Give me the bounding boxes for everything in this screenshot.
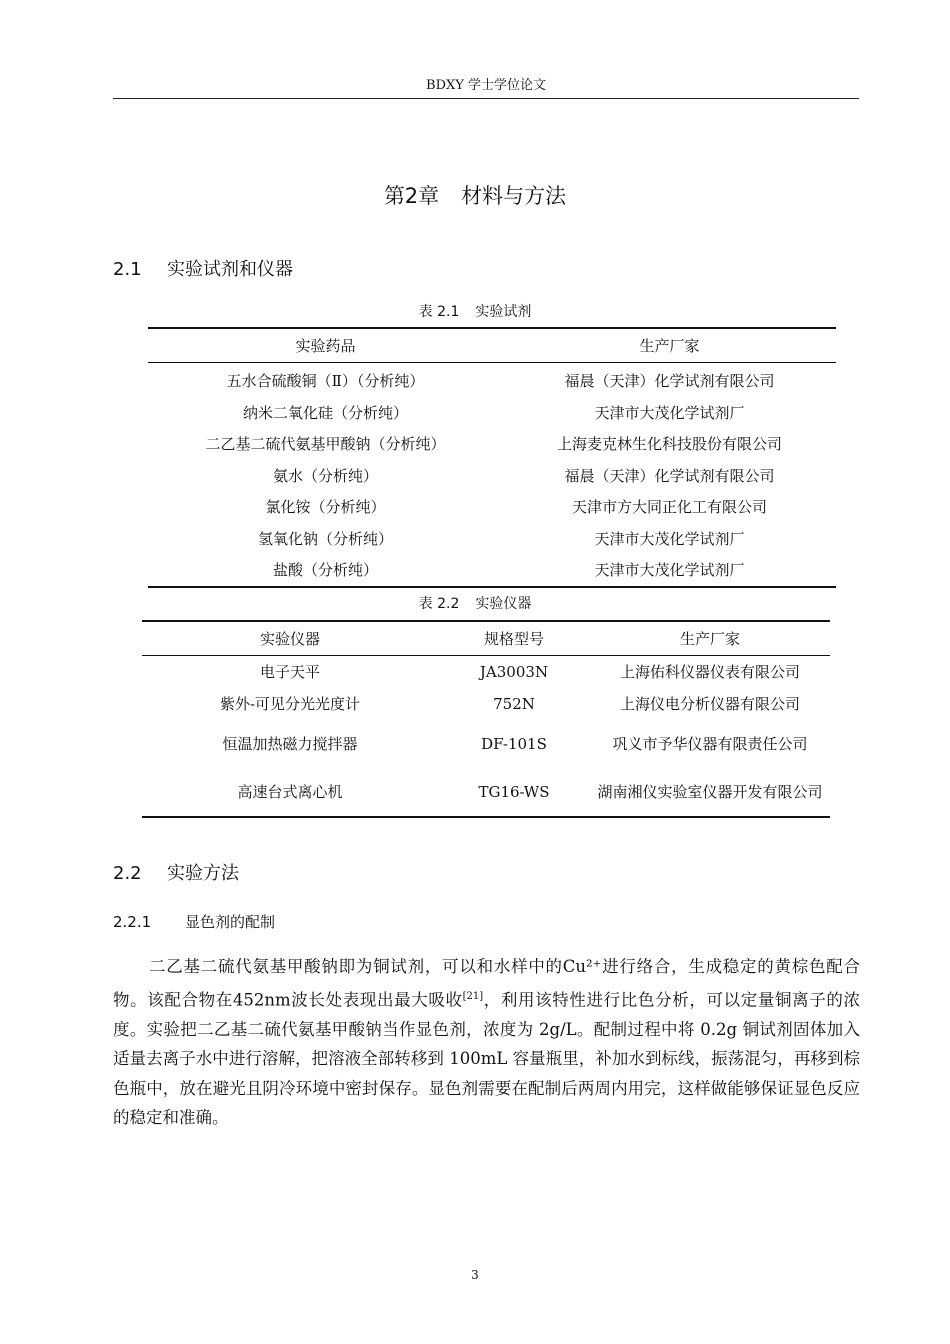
table-cell: 752N	[493, 695, 535, 713]
section-heading-2-2	[113, 859, 239, 885]
table1-caption-title: 实验试剂	[475, 304, 532, 320]
table-cell: 紫外-可见分光光度计	[219, 695, 361, 713]
table-cell: 福晨（天津）化学试剂有限公司	[564, 466, 775, 485]
table-cell: 巩义市予华仪器有限责任公司	[612, 735, 808, 753]
table-cell: 氨水（分析纯）	[272, 466, 378, 485]
table2-caption-title: 实验仪器	[475, 596, 532, 612]
table-cell: 盐酸（分析纯）	[272, 561, 378, 580]
body-paragraph	[113, 952, 860, 1133]
table-row	[148, 523, 836, 555]
paragraph-text-2: ，利用该特性进行比色分析，可以定量铜离子的浓度。实验把二乙基二硫代氨基甲酸钠当作显色剂，浓度为 2g/L。配制过程中将 0.2g 铜试剂固体加入适量去离子水中进行溶解，把溶液全部转移到 100mL 容量瓶里，补加水到标线，振荡混匀，再移到棕色瓶中，放在避光且阴冷环境中密封保存。显色剂需要在配制后两周内用完，这样做能够保证显色反应的稳定和准确。	[113, 990, 860, 1127]
table-cell: 上海麦克林生化科技股份有限公司	[556, 435, 782, 454]
table-row	[148, 491, 836, 523]
column-header: 实验仪器	[142, 621, 438, 656]
section-number: 2.1	[113, 259, 142, 280]
table-cell: 五水合硫酸铜（Ⅱ）（分析纯）	[226, 372, 425, 391]
table-row	[142, 768, 830, 817]
table-row	[142, 688, 830, 720]
table-cell: 纳米二氧化硅（分析纯）	[242, 403, 408, 422]
table-row	[142, 720, 830, 768]
table-row	[148, 460, 836, 492]
subsection-title: 显色剂的配制	[185, 913, 276, 931]
column-header: 规格型号	[438, 621, 590, 656]
table-cell: 氯化铵（分析纯）	[265, 498, 386, 517]
table-cell: 上海仪电分析仪器有限公司	[619, 695, 800, 713]
column-header: 生产厂家	[503, 328, 836, 363]
table-cell: TG16-WS	[478, 783, 550, 801]
table-cell: 天津市大茂化学试剂厂	[594, 529, 745, 548]
chapter-title	[0, 180, 950, 210]
chapter-number: 第2章	[383, 184, 440, 208]
page-number: 3	[471, 1268, 479, 1282]
table-row	[142, 656, 830, 689]
table-header-row	[148, 328, 836, 363]
table-cell: 天津市大茂化学试剂厂	[594, 561, 745, 580]
section-title: 实验试剂和仪器	[167, 259, 293, 280]
table-cell: 高速台式离心机	[237, 783, 343, 801]
table-cell: 福晨（天津）化学试剂有限公司	[564, 372, 775, 391]
table1-caption	[0, 301, 950, 321]
table-cell: 上海佑科仪器仪表有限公司	[619, 663, 800, 681]
reagents-table	[148, 327, 836, 588]
subsection-heading-2-2-1	[113, 911, 275, 932]
column-header: 生产厂家	[590, 621, 830, 656]
subsection-number: 2.2.1	[113, 913, 152, 931]
table-row	[148, 554, 836, 587]
table-cell: JA3003N	[479, 663, 549, 681]
running-header: BDXY 学士学位论文	[113, 74, 859, 99]
section-number: 2.2	[113, 863, 142, 884]
citation-ref: [21]	[462, 990, 484, 1002]
table-cell: 氢氧化钠（分析纯）	[257, 529, 393, 548]
table2-caption-number: 表 2.2	[418, 596, 460, 612]
table-cell: 天津市大茂化学试剂厂	[594, 403, 745, 422]
section-heading-2-1	[113, 255, 293, 281]
section-title: 实验方法	[167, 863, 239, 884]
table-row	[148, 397, 836, 429]
table-header-row	[142, 621, 830, 656]
chapter-name: 材料与方法	[461, 184, 567, 208]
table-cell: 恒温加热磁力搅拌器	[222, 735, 358, 753]
table-cell: 电子天平	[259, 663, 320, 681]
paragraph-text-1: 二乙基二硫代氨基甲酸钠即为铜试剂，可以和水样中的Cu²⁺进行络合，生成稳定的黄棕色配合物。该配合物在452nm波长处表现出最大吸收	[113, 957, 860, 1009]
table-cell: 湖南湘仪实验室仪器开发有限公司	[597, 783, 823, 801]
table-row	[148, 363, 836, 397]
table-cell: 二乙基二硫代氨基甲酸钠（分析纯）	[205, 435, 446, 454]
table1-caption-number: 表 2.1	[418, 304, 460, 320]
instruments-table	[142, 620, 830, 818]
table-cell: 天津市方大同正化工有限公司	[571, 498, 767, 517]
table2-caption	[0, 593, 950, 613]
table-row	[148, 428, 836, 460]
column-header: 实验药品	[148, 328, 503, 363]
table-cell: DF-101S	[481, 735, 547, 753]
